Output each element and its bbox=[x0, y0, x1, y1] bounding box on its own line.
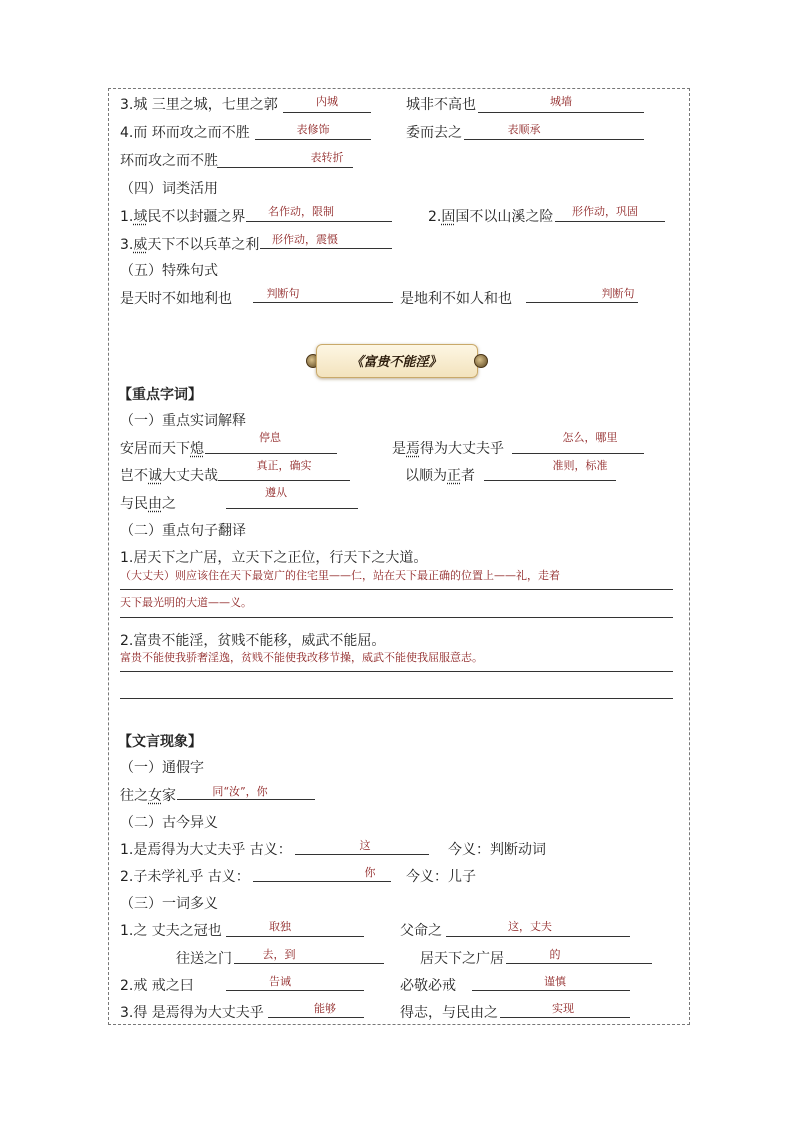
answer-line bbox=[484, 480, 616, 481]
answer-line bbox=[472, 990, 630, 991]
row-word-5: 与民由之 bbox=[120, 496, 176, 512]
answer-text: 能够 bbox=[314, 1002, 336, 1015]
answer-line bbox=[226, 508, 358, 509]
question-2: 2.富贵不能淫，贫贱不能移，威武不能屈。 bbox=[120, 633, 386, 649]
answer-text: 取独 bbox=[269, 920, 291, 933]
row-class-1: 1.域民不以封疆之界 bbox=[120, 209, 246, 225]
row-word-1: 安居而天下熄 bbox=[120, 441, 204, 457]
answer-line bbox=[120, 617, 673, 618]
heading-notional-words: （一）重点实词解释 bbox=[120, 413, 246, 429]
answer-text: 准则，标准 bbox=[552, 459, 608, 472]
answer-text: 判断句 bbox=[266, 287, 300, 300]
heading-word-class: （四）词类活用 bbox=[120, 181, 218, 197]
answer-line bbox=[120, 589, 673, 590]
answer-line bbox=[253, 881, 391, 882]
answer-line bbox=[260, 248, 392, 249]
row-interchangeable-1: 往之女家 bbox=[120, 788, 176, 804]
answer-text: 同“汝”，你 bbox=[212, 785, 268, 798]
answer-text: 去，到 bbox=[262, 948, 296, 961]
row-word-4: 以顺为正者 bbox=[405, 468, 475, 484]
row-poly-4b: 得志，与民由之 bbox=[400, 1005, 498, 1021]
answer-text: 表转折 bbox=[310, 151, 344, 164]
answer-text: 天下最光明的大道——义。 bbox=[120, 596, 252, 609]
row-cheng-2: 城非不高也 bbox=[406, 97, 476, 113]
answer-line bbox=[506, 963, 652, 964]
answer-text: 怎么，哪里 bbox=[562, 431, 618, 444]
heading-special-sentence: （五）特殊句式 bbox=[120, 263, 218, 279]
answer-line bbox=[205, 453, 337, 454]
answer-line bbox=[478, 112, 644, 113]
row-word-2: 是焉得为大丈夫乎 bbox=[392, 441, 504, 457]
row-poly-3: 2.戒 戒之曰 bbox=[120, 978, 194, 994]
answer-text: 形作动，震慑 bbox=[272, 233, 338, 246]
row-sentence-2: 是地利不如人和也 bbox=[400, 291, 512, 307]
answer-text: 的 bbox=[549, 948, 561, 961]
answer-line bbox=[295, 854, 429, 855]
row-poly-1: 1.之 丈夫之冠也 bbox=[120, 923, 222, 939]
answer-line bbox=[120, 698, 673, 699]
heading-ancient-modern: （二）古今异义 bbox=[120, 815, 218, 831]
answer-text: 富贵不能使我骄奢淫逸，贫贱不能使我改移节操，威武不能使我屈服意志。 bbox=[120, 651, 483, 664]
row-poly-3b: 必敬必戒 bbox=[400, 978, 456, 994]
answer-line bbox=[234, 963, 384, 964]
answer-line bbox=[120, 671, 673, 672]
row-er-3: 环而攻之而不胜 bbox=[120, 153, 218, 169]
answer-text: 你 bbox=[364, 866, 376, 879]
row-sentence-1: 是天时不如地利也 bbox=[120, 291, 232, 307]
answer-text: 这 bbox=[359, 839, 371, 852]
row-cheng-1: 3.城 三里之城，七里之郭 bbox=[120, 97, 278, 113]
answer-line bbox=[218, 480, 350, 481]
answer-line bbox=[177, 799, 315, 800]
modern-meaning-1: 今义：判断动词 bbox=[448, 842, 546, 858]
answer-text: 真正，确实 bbox=[256, 459, 312, 472]
answer-text: 告诫 bbox=[269, 975, 291, 988]
answer-text: 谨慎 bbox=[544, 975, 566, 988]
lesson-title: 《富贵不能淫》 bbox=[350, 355, 442, 370]
scroll-knob-right bbox=[474, 354, 488, 368]
row-poly-2: 往送之门 bbox=[176, 951, 232, 967]
row-class-2: 2.固国不以山溪之险 bbox=[428, 209, 554, 225]
row-poly-1b: 父命之 bbox=[400, 923, 442, 939]
row-er-2: 委而去之 bbox=[406, 125, 462, 141]
answer-line bbox=[446, 936, 630, 937]
row-word-3: 岂不诚大丈夫哉 bbox=[120, 468, 218, 484]
heading-key-words: 【重点字词】 bbox=[118, 387, 202, 403]
row-er-1: 4.而 环而攻之而不胜 bbox=[120, 125, 250, 141]
modern-meaning-2: 今义：儿子 bbox=[406, 869, 476, 885]
answer-line bbox=[253, 302, 393, 303]
heading-phenomena: 【文言现象】 bbox=[118, 734, 202, 750]
row-ancient-2: 2.子未学礼乎 古义： bbox=[120, 869, 250, 885]
answer-text: 停息 bbox=[259, 431, 281, 444]
answer-text: 表修饰 bbox=[296, 123, 330, 136]
answer-line bbox=[464, 139, 644, 140]
heading-polysemy: （三）一词多义 bbox=[120, 896, 218, 912]
answer-text: 判断句 bbox=[601, 287, 635, 300]
answer-line bbox=[526, 302, 638, 303]
answer-text: 名作动，限制 bbox=[268, 205, 334, 218]
answer-line bbox=[255, 139, 371, 140]
answer-text: 内城 bbox=[316, 95, 338, 108]
answer-text: 城墙 bbox=[550, 95, 572, 108]
answer-line bbox=[555, 221, 665, 222]
answer-line bbox=[283, 112, 371, 113]
answer-line bbox=[500, 1017, 630, 1018]
heading-interchangeable: （一）通假字 bbox=[120, 760, 204, 776]
answer-text: 表顺承 bbox=[507, 123, 541, 136]
question-1: 1.居天下之广居，立天下之正位，行天下之大道。 bbox=[120, 550, 428, 566]
row-class-3: 3.威天下不以兵革之利 bbox=[120, 237, 260, 253]
answer-text: 这，丈夫 bbox=[508, 920, 552, 933]
row-ancient-1: 1.是焉得为大丈夫乎 古义： bbox=[120, 842, 292, 858]
lesson-title-banner bbox=[306, 342, 486, 378]
heading-translation: （二）重点句子翻译 bbox=[120, 523, 246, 539]
answer-line bbox=[217, 167, 353, 168]
row-poly-4: 3.得 是焉得为大丈夫乎 bbox=[120, 1005, 264, 1021]
answer-line bbox=[512, 453, 644, 454]
answer-text: 形作动，巩固 bbox=[572, 205, 638, 218]
answer-line bbox=[268, 1017, 364, 1018]
answer-text: （大丈夫）则应该住在天下最宽广的住宅里——仁，站在天下最正确的位置上——礼，走着 bbox=[120, 569, 560, 582]
answer-text: 实现 bbox=[552, 1002, 574, 1015]
answer-line bbox=[246, 221, 392, 222]
answer-line bbox=[226, 990, 364, 991]
row-poly-2b: 居天下之广居 bbox=[420, 951, 504, 967]
answer-text: 遵从 bbox=[265, 486, 287, 499]
answer-line bbox=[226, 936, 364, 937]
